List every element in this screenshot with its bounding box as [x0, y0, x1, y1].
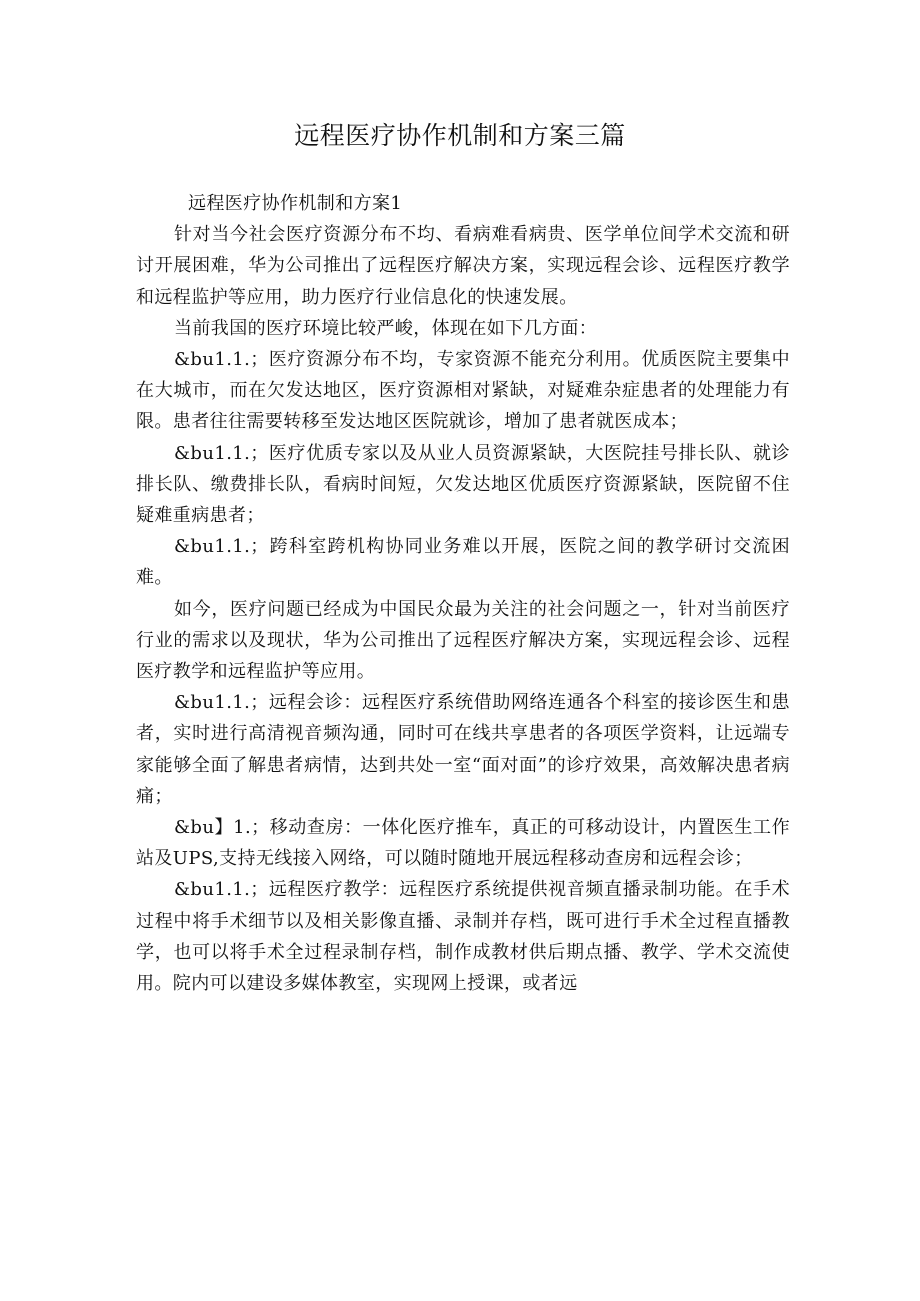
section-subtitle: 远程医疗协作机制和方案1	[188, 193, 403, 214]
paragraph-bullet-consultation: &bu1.1.；远程会诊：远程医疗系统借助网络连通各个科室的接诊医生和患者，实时进行高清视音频沟通，同时可在线共享患者的各项医学资料，让远端专家能够全面了解患者病情，达到共处一室“面对面”的诊疗效果，高效解决患者病痛；	[136, 692, 790, 807]
paragraph-intro: 针对当今社会医疗资源分布不均、看病难看病贵、医学单位间学术交流和研讨开展困难，华为公司推出了远程医疗解决方案，实现远程会诊、远程医疗教学和远程监护等应用，助力医疗行业信息化的快速发展。	[136, 224, 790, 308]
paragraph-nowadays: 如今，医疗问题已经成为中国民众最为关注的社会问题之一，针对当前医疗行业的需求以及现状，华为公司推出了远程医疗解决方案，实现远程会诊、远程医疗教学和远程监护等应用。	[136, 598, 790, 683]
paragraph-bullet-mobile-rounds: &bu】1.；移动查房：一体化医疗推车，真正的可移动设计，内置医生工作站及UPS,支持无线接入网络，可以随时随地开展远程移动查房和远程会诊；	[136, 817, 790, 870]
paragraph-bullet-teaching: &bu1.1.；远程医疗教学：远程医疗系统提供视音频直播录制功能。在手术过程中将手术细节以及相关影像直播、录制并存档，既可进行手术全过程直播教学，也可以将手术全过程录制存档，制作成教材供后期点播、教学、学术交流使用。院内可以建设多媒体教室，实现网上授课，或者远	[136, 879, 790, 995]
paragraph-environment: 当前我国的医疗环境比较严峻，体现在如下几方面：	[174, 317, 598, 339]
document-title: 远程医疗协作机制和方案三篇	[294, 121, 626, 150]
paragraph-bullet-experts: &bu1.1.；医疗优质专家以及从业人员资源紧缺，大医院挂号排长队、就诊排长队、缴费排长队，看病时间短，欠发达地区优质医疗资源紧缺，医院留不住疑难重病患者；	[136, 442, 790, 527]
document-body	[136, 188, 790, 999]
paragraph-bullet-collaboration: &bu1.1.；跨科室跨机构协同业务难以开展，医院之间的教学研讨交流困难。	[136, 536, 790, 589]
paragraph-bullet-resources: &bu1.1.；医疗资源分布不均，专家资源不能充分利用。优质医院主要集中在大城市，而在欠发达地区，医疗资源相对紧缺，对疑难杂症患者的处理能力有限。患者往往需要转移至发达地区医院就诊，增加了患者就医成本；	[136, 349, 790, 433]
